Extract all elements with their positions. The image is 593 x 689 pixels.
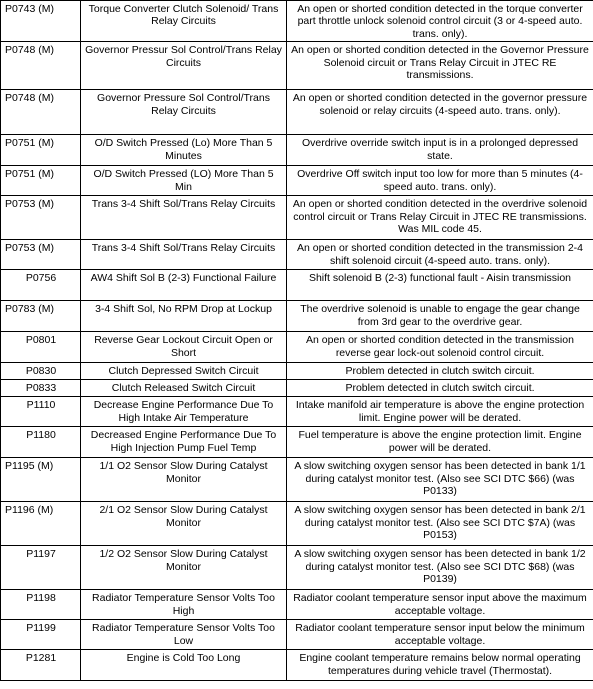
dtc-code: P0833 (1, 380, 81, 397)
dtc-description: 1/2 O2 Sensor Slow During Catalyst Monitor (81, 546, 287, 590)
table-row (1, 650, 593, 681)
table-row (1, 332, 593, 363)
dtc-condition: A slow switching oxygen sensor has been detected in bank 1/2 during catalyst monitor test. (Also see SCI DTC $68) (was P0139) (287, 546, 593, 590)
table-row (1, 502, 593, 546)
table-row (1, 546, 593, 590)
dtc-condition: Overdrive Off switch input too low for more than 5 minutes (4-speed auto. trans. only). (287, 166, 593, 196)
dtc-description: 2/1 O2 Sensor Slow During Catalyst Monitor (81, 502, 287, 546)
dtc-description: Clutch Depressed Switch Circuit (81, 363, 287, 380)
dtc-condition: An open or shorted condition detected in the Governor Pressure Solenoid circuit or Trans Relay Circuit in JTEC RE transmissions. (287, 42, 593, 90)
table-row (1, 135, 593, 166)
dtc-condition: Fuel temperature is above the engine protection limit. Engine power will be derated. (287, 427, 593, 458)
dtc-code: P1199 (1, 620, 81, 650)
dtc-description: AW4 Shift Sol B (2-3) Functional Failure (81, 270, 287, 301)
dtc-code: P1198 (1, 590, 81, 620)
dtc-condition: An open or shorted condition detected in the transmission 2-4 shift solenoid circuit (4-speed auto. trans. only). (287, 240, 593, 270)
table-row (1, 427, 593, 458)
table-row (1, 270, 593, 301)
dtc-condition: An open or shorted condition detected in the overdrive solenoid control circuit or Trans Relay Circuit in JTEC RE transmissions. Was MIL code 45. (287, 196, 593, 240)
dtc-description: Radiator Temperature Sensor Volts Too Low (81, 620, 287, 650)
dtc-condition: A slow switching oxygen sensor has been detected in bank 1/1 during catalyst monitor test. (Also see SCI DTC $66) (was P0133) (287, 458, 593, 502)
dtc-condition: Problem detected in clutch switch circuit. (287, 380, 593, 397)
dtc-condition: An open or shorted condition detected in the governor pressure solenoid or relay circuits (4-speed auto. trans. only). (287, 90, 593, 135)
dtc-code: P1197 (1, 546, 81, 590)
dtc-code: P1180 (1, 427, 81, 458)
dtc-code: P0751 (M) (1, 135, 81, 166)
dtc-code: P1110 (1, 397, 81, 427)
table-row (1, 1, 593, 42)
dtc-table-body (1, 1, 593, 681)
table-row (1, 42, 593, 90)
dtc-code: P0783 (M) (1, 301, 81, 332)
dtc-description: Engine is Cold Too Long (81, 650, 287, 681)
table-row (1, 458, 593, 502)
dtc-description: Radiator Temperature Sensor Volts Too High (81, 590, 287, 620)
dtc-code: P0748 (M) (1, 42, 81, 90)
dtc-condition: Problem detected in clutch switch circuit. (287, 363, 593, 380)
dtc-code: P0743 (M) (1, 1, 81, 42)
dtc-condition: An open or shorted condition detected in the transmission reverse gear lock-out solenoid control circuit. (287, 332, 593, 363)
dtc-code: P1195 (M) (1, 458, 81, 502)
dtc-description: Decrease Engine Performance Due To High Intake Air Temperature (81, 397, 287, 427)
dtc-condition: Radiator coolant temperature sensor input above the maximum acceptable voltage. (287, 590, 593, 620)
dtc-code: P0756 (1, 270, 81, 301)
dtc-description: Decreased Engine Performance Due To High Injection Pump Fuel Temp (81, 427, 287, 458)
table-row (1, 620, 593, 650)
dtc-code: P0830 (1, 363, 81, 380)
dtc-description: O/D Switch Pressed (Lo) More Than 5 Minutes (81, 135, 287, 166)
dtc-code: P1281 (1, 650, 81, 681)
dtc-condition: Radiator coolant temperature sensor input below the minimum acceptable voltage. (287, 620, 593, 650)
dtc-code: P0748 (M) (1, 90, 81, 135)
table-row (1, 196, 593, 240)
dtc-condition: Shift solenoid B (2-3) functional fault - Aisin transmission (287, 270, 593, 301)
table-row (1, 90, 593, 135)
dtc-code: P0753 (M) (1, 196, 81, 240)
dtc-description: Trans 3-4 Shift Sol/Trans Relay Circuits (81, 196, 287, 240)
dtc-code: P1196 (M) (1, 502, 81, 546)
dtc-condition: A slow switching oxygen sensor has been detected in bank 2/1 during catalyst monitor test. (Also see SCI DTC $7A) (was P0153) (287, 502, 593, 546)
dtc-description: Clutch Released Switch Circuit (81, 380, 287, 397)
table-row (1, 166, 593, 196)
dtc-description: Governor Pressure Sol Control/Trans Relay Circuits (81, 90, 287, 135)
table-row (1, 301, 593, 332)
dtc-condition: Overdrive override switch input is in a prolonged depressed state. (287, 135, 593, 166)
dtc-description: 3-4 Shift Sol, No RPM Drop at Lockup (81, 301, 287, 332)
dtc-code: P0753 (M) (1, 240, 81, 270)
dtc-description: Trans 3-4 Shift Sol/Trans Relay Circuits (81, 240, 287, 270)
dtc-description: O/D Switch Pressed (LO) More Than 5 Min (81, 166, 287, 196)
table-row (1, 397, 593, 427)
table-row (1, 240, 593, 270)
dtc-description: Governor Pressur Sol Control/Trans Relay Circuits (81, 42, 287, 90)
dtc-code: P0801 (1, 332, 81, 363)
table-row (1, 363, 593, 380)
dtc-code: P0751 (M) (1, 166, 81, 196)
dtc-condition: An open or shorted condition detected in the torque converter part throttle unlock solenoid control circuit (3 or 4-speed auto. trans. only). (287, 1, 593, 42)
table-row (1, 380, 593, 397)
dtc-condition: Intake manifold air temperature is above the engine protection limit. Engine power will be derated. (287, 397, 593, 427)
dtc-description: Torque Converter Clutch Solenoid/ Trans Relay Circuits (81, 1, 287, 42)
table-row (1, 590, 593, 620)
dtc-condition: The overdrive solenoid is unable to engage the gear change from 3rd gear to the overdrive gear. (287, 301, 593, 332)
dtc-description: Reverse Gear Lockout Circuit Open or Short (81, 332, 287, 363)
dtc-condition: Engine coolant temperature remains below normal operating temperatures during vehicle travel (Thermostat). (287, 650, 593, 681)
dtc-description: 1/1 O2 Sensor Slow During Catalyst Monitor (81, 458, 287, 502)
